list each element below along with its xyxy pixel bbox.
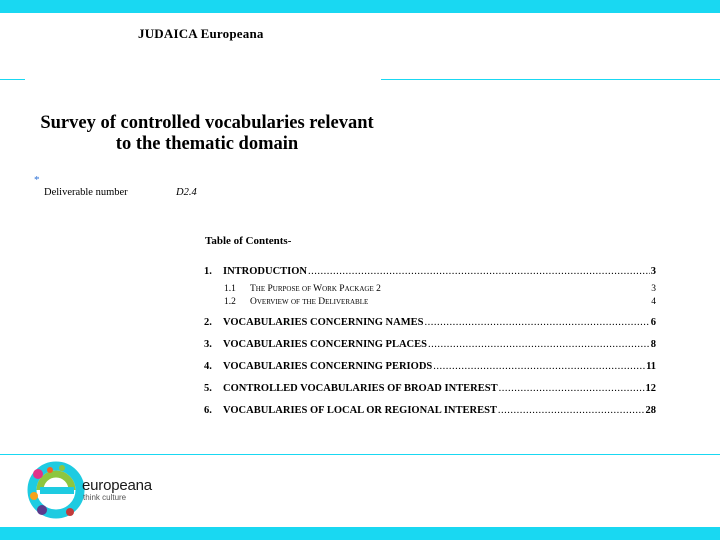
toc-subentry-number: 1.1 <box>224 284 236 294</box>
footer-divider <box>0 454 720 455</box>
toc-entry-page: 8 <box>650 339 656 350</box>
toc-entry-label: VOCABULARIES CONCERNING PERIODS <box>223 361 433 372</box>
europeana-logo-tagline: think culture <box>83 493 127 502</box>
asterisk-marker: * <box>34 174 40 186</box>
toc-entry-names <box>204 317 656 331</box>
toc-subentry-label: The Purpose of Work Package 2 <box>250 284 381 294</box>
toc-leader-dots <box>424 317 649 328</box>
toc-subentry-number: 1.2 <box>224 297 236 307</box>
toc-entry-places <box>204 339 656 353</box>
toc-subentry-purpose <box>224 284 656 296</box>
top-accent-band <box>0 0 720 13</box>
toc-entry-label: CONTROLLED VOCABULARIES OF BROAD INTEREST <box>223 383 498 394</box>
toc-entry-page: 28 <box>645 405 656 416</box>
toc-entry-label: INTRODUCTION <box>223 266 308 277</box>
toc-entry-page: 11 <box>646 361 656 372</box>
document-title <box>37 113 377 155</box>
toc-heading: Table of Contents- <box>205 235 292 247</box>
toc-entry-number: 6. <box>204 405 212 416</box>
project-brand: JUDAICA Europeana <box>138 26 264 41</box>
header-divider-right <box>381 79 720 80</box>
title-line-1: Survey of controlled vocabularies relevant <box>40 113 374 133</box>
toc-entry-label: VOCABULARIES CONCERNING NAMES <box>223 317 424 328</box>
toc-leader-dots <box>433 361 645 372</box>
toc-leader-dots <box>428 339 650 350</box>
toc-entry-number: 5. <box>204 383 212 394</box>
toc-leader-dots <box>498 405 645 416</box>
toc-entry-label: VOCABULARIES CONCERNING PLACES <box>223 339 427 350</box>
toc-entry-number: 2. <box>204 317 212 328</box>
toc-subentry-label: Overview of the Deliverable <box>250 297 369 307</box>
toc-subentry-page: 3 <box>651 284 656 294</box>
deliverable-number-value: D2.4 <box>176 187 197 198</box>
toc-entry-page: 12 <box>645 383 656 394</box>
toc-subentry-page: 4 <box>651 297 656 307</box>
toc-entry-local-regional <box>204 405 656 419</box>
deliverable-number-label: Deliverable number <box>44 187 128 198</box>
toc-subentry-overview <box>224 297 656 309</box>
toc-entry-number: 1. <box>204 266 212 277</box>
toc-entry-periods <box>204 361 656 375</box>
europeana-logo-text: europeana <box>82 477 152 494</box>
bottom-accent-band <box>0 527 720 540</box>
toc-entry-page: 3 <box>650 266 656 277</box>
toc-entry-label: VOCABULARIES OF LOCAL OR REGIONAL INTEREST <box>223 405 497 416</box>
toc-entry-number: 4. <box>204 361 212 372</box>
toc-entry-page: 6 <box>650 317 656 328</box>
toc-entry-introduction <box>204 266 656 280</box>
header-divider-left <box>0 79 25 80</box>
toc-entry-broad-interest <box>204 383 656 397</box>
title-line-2: to the thematic domain <box>115 134 299 154</box>
toc-entry-number: 3. <box>204 339 212 350</box>
toc-leader-dots <box>308 266 650 277</box>
toc-leader-dots <box>499 383 645 394</box>
